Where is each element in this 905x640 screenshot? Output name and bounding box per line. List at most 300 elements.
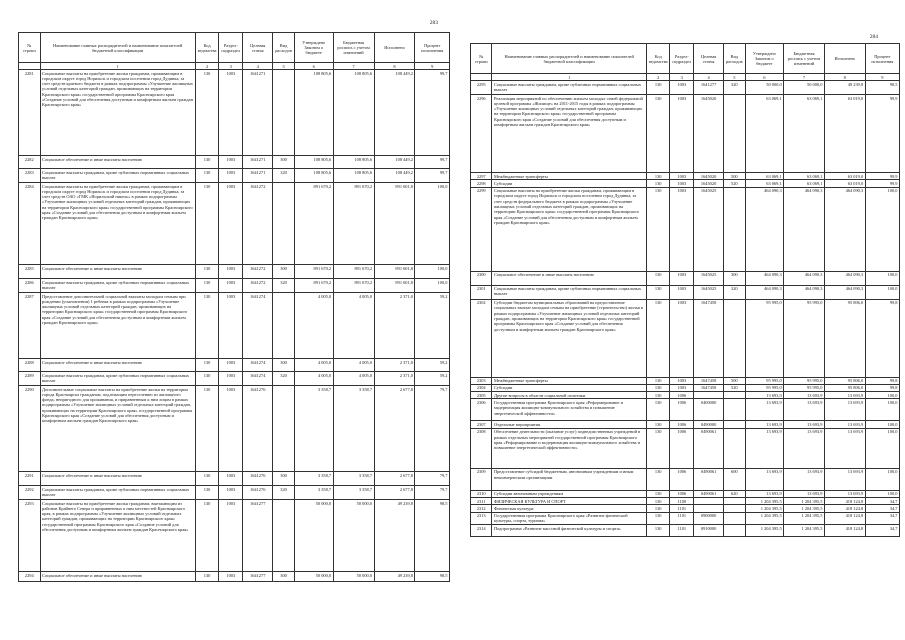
row-budget-list: 891 670,2 bbox=[333, 183, 374, 265]
row-ved: 130 bbox=[195, 183, 219, 265]
row-description: Другие вопросы в области социальной политики bbox=[492, 392, 646, 399]
row-ved: 130 bbox=[195, 359, 219, 372]
row-target-article: 1645020 bbox=[694, 180, 724, 187]
row-target-article: 1645020 bbox=[694, 95, 724, 173]
row-budget-list: 3 358,7 bbox=[333, 486, 374, 500]
row-description: Государственная программа Красноярского края «Реформирование и модернизация жилищно-коммунального хозяйства и повышение энергетической эффективности» bbox=[492, 399, 646, 421]
row-ved: 130 bbox=[646, 377, 670, 384]
row-razdel: 1003 bbox=[219, 359, 243, 372]
row-percent: 34,7 bbox=[865, 512, 899, 525]
row-percent: 100,0 bbox=[865, 421, 899, 428]
row-description: Социальное обеспечение и иные выплаты населению bbox=[40, 265, 195, 279]
row-number: 2281 bbox=[19, 70, 41, 156]
table-row bbox=[471, 525, 900, 537]
row-approved: 1 204 395,5 bbox=[745, 498, 784, 505]
row-description: Межбюджетные трансферты bbox=[492, 173, 646, 180]
row-budget-list: 891 670,2 bbox=[333, 279, 374, 293]
row-percent: 59,2 bbox=[415, 359, 450, 372]
row-percent: 98,5 bbox=[415, 572, 450, 582]
row-ved: 130 bbox=[195, 472, 219, 486]
column-number-row bbox=[19, 63, 450, 70]
row-razdel: 1003 bbox=[670, 173, 694, 180]
row-target-article: 1641271 bbox=[243, 169, 273, 183]
row-ved: 130 bbox=[195, 486, 219, 500]
row-percent: 99,8 bbox=[865, 384, 899, 391]
row-number: 2294 bbox=[19, 572, 41, 582]
row-ved: 130 bbox=[646, 285, 670, 299]
row-number: 2284 bbox=[19, 183, 41, 265]
row-expense-type: 300 bbox=[273, 156, 295, 169]
row-number: 2296 bbox=[471, 95, 492, 173]
row-executed: 13 693,9 bbox=[824, 421, 865, 428]
header-cs: Целевая статья bbox=[694, 44, 724, 74]
budget-table bbox=[470, 43, 900, 537]
row-ved: 130 bbox=[646, 271, 670, 285]
row-number: 2287 bbox=[19, 293, 41, 359]
table-row bbox=[471, 271, 900, 285]
table-row bbox=[19, 279, 450, 293]
row-description: Социальные выплаты гражданам, кроме публичных нормативных социальных выплат bbox=[492, 285, 646, 299]
row-approved: 3 358,7 bbox=[294, 386, 333, 472]
column-number-row bbox=[471, 74, 900, 81]
row-target-article: 1645025 bbox=[694, 271, 724, 285]
row-executed: 2 677,8 bbox=[374, 472, 415, 486]
row-razdel: 1003 bbox=[219, 70, 243, 156]
row-description: ФИЗИЧЕСКАЯ КУЛЬТУРА И СПОРТ bbox=[492, 498, 646, 505]
row-percent: 99,8 bbox=[865, 299, 899, 377]
row-description: Социальное обеспечение и иные выплаты населению bbox=[40, 156, 195, 169]
column-number: 6 bbox=[294, 63, 333, 70]
row-executed: 13 693,9 bbox=[824, 399, 865, 421]
table-row bbox=[19, 156, 450, 169]
row-budget-list: 1 204 395,5 bbox=[784, 512, 825, 525]
row-budget-list: 13 693,9 bbox=[784, 428, 825, 468]
header-proc: Процент исполнения bbox=[865, 44, 899, 74]
row-approved: 891 670,2 bbox=[294, 265, 333, 279]
column-number: 1 bbox=[40, 63, 195, 70]
row-ved: 130 bbox=[646, 468, 670, 490]
row-ved: 130 bbox=[195, 572, 219, 582]
row-razdel: 1006 bbox=[670, 392, 694, 399]
row-description: Подпрограмма «Развитие массовой физической культуры и спорта» bbox=[492, 525, 646, 537]
row-ved: 130 bbox=[646, 180, 670, 187]
header-razdel: Раздел-подраздел bbox=[219, 33, 243, 63]
row-target-article: 1641272 bbox=[243, 265, 273, 279]
row-executed: 2 677,8 bbox=[374, 486, 415, 500]
row-percent: 99,7 bbox=[415, 156, 450, 169]
row-ved: 130 bbox=[646, 421, 670, 428]
row-budget-list: 891 670,2 bbox=[333, 265, 374, 279]
row-expense-type: 320 bbox=[724, 81, 745, 95]
row-number: 2308 bbox=[471, 428, 492, 468]
row-approved: 95 995,0 bbox=[745, 384, 784, 391]
table-row bbox=[471, 384, 900, 391]
row-razdel: 1101 bbox=[670, 512, 694, 525]
row-description: Субсидии bbox=[492, 384, 646, 391]
table-row bbox=[19, 359, 450, 372]
row-target-article: 1641271 bbox=[243, 70, 273, 156]
row-executed: 63 019,0 bbox=[824, 173, 865, 180]
row-approved: 63 069,1 bbox=[745, 173, 784, 180]
row-executed: 13 693,9 bbox=[824, 392, 865, 399]
row-expense-type bbox=[724, 428, 745, 468]
row-number: 2307 bbox=[471, 421, 492, 428]
row-approved: 13 693,9 bbox=[745, 392, 784, 399]
row-number: 2288 bbox=[19, 359, 41, 372]
column-number: 5 bbox=[724, 74, 745, 81]
row-percent: 99,8 bbox=[865, 377, 899, 384]
row-number: 2289 bbox=[19, 372, 41, 386]
header-isp: Исполнено bbox=[824, 44, 865, 74]
page-number: 284 bbox=[869, 34, 878, 40]
row-budget-list: 50 000,0 bbox=[784, 81, 825, 95]
row-approved: 95 995,0 bbox=[745, 299, 784, 377]
row-percent: 100,0 bbox=[865, 392, 899, 399]
row-percent: 98,5 bbox=[415, 500, 450, 572]
row-expense-type bbox=[724, 299, 745, 377]
row-percent: 99,7 bbox=[415, 70, 450, 156]
row-budget-list: 108 805,6 bbox=[333, 156, 374, 169]
row-razdel: 1003 bbox=[219, 156, 243, 169]
row-approved: 4 005,0 bbox=[294, 293, 333, 359]
row-expense-type bbox=[724, 95, 745, 173]
row-ved: 130 bbox=[646, 428, 670, 468]
row-expense-type: 620 bbox=[724, 490, 745, 497]
row-ved: 130 bbox=[646, 399, 670, 421]
budget-table bbox=[18, 32, 450, 582]
column-number: 4 bbox=[243, 63, 273, 70]
row-executed: 108 449,2 bbox=[374, 156, 415, 169]
table-header bbox=[19, 33, 450, 63]
header-vr: Вид расходов bbox=[724, 44, 745, 74]
row-razdel: 1006 bbox=[670, 490, 694, 497]
row-percent: 79,7 bbox=[415, 386, 450, 472]
row-number: 2313 bbox=[471, 512, 492, 525]
row-number: 2286 bbox=[19, 279, 41, 293]
row-executed: 464 090,3 bbox=[824, 285, 865, 299]
column-number: 5 bbox=[273, 63, 295, 70]
row-target-article: 1641277 bbox=[694, 81, 724, 95]
row-executed: 891 601,8 bbox=[374, 183, 415, 265]
row-description: Социальное обеспечение и иные выплаты населению bbox=[40, 359, 195, 372]
row-expense-type bbox=[273, 386, 295, 472]
row-expense-type bbox=[724, 498, 745, 505]
row-ved: 130 bbox=[195, 265, 219, 279]
row-approved: 13 693,9 bbox=[745, 468, 784, 490]
row-executed: 891 601,8 bbox=[374, 279, 415, 293]
row-target-article: 1641272 bbox=[243, 183, 273, 265]
row-expense-type: 500 bbox=[724, 377, 745, 384]
row-budget-list: 3 358,7 bbox=[333, 386, 374, 472]
row-expense-type: 320 bbox=[724, 285, 745, 299]
table-row bbox=[471, 505, 900, 512]
row-razdel: 1003 bbox=[670, 81, 694, 95]
row-number: 2290 bbox=[19, 386, 41, 472]
row-percent: 99,7 bbox=[415, 169, 450, 183]
row-executed: 2 371,0 bbox=[374, 293, 415, 359]
table-row bbox=[471, 468, 900, 490]
row-target-article bbox=[694, 392, 724, 399]
row-ved: 130 bbox=[646, 498, 670, 505]
row-executed: 2 371,0 bbox=[374, 372, 415, 386]
row-target-article: 0490061 bbox=[694, 490, 724, 497]
row-budget-list: 3 358,7 bbox=[333, 472, 374, 486]
table-row bbox=[471, 428, 900, 468]
row-percent: 100,0 bbox=[865, 428, 899, 468]
row-razdel: 1003 bbox=[670, 384, 694, 391]
header-vr: Вид расходов bbox=[273, 33, 295, 63]
row-target-article: 1647458 bbox=[694, 299, 724, 377]
row-budget-list: 13 693,9 bbox=[784, 468, 825, 490]
row-target-article: 0490000 bbox=[694, 421, 724, 428]
row-number: 2300 bbox=[471, 271, 492, 285]
row-number: 2306 bbox=[471, 399, 492, 421]
column-number: 3 bbox=[219, 63, 243, 70]
row-approved: 108 805,6 bbox=[294, 169, 333, 183]
row-ved: 130 bbox=[646, 81, 670, 95]
row-description: Межбюджетные трансферты bbox=[492, 377, 646, 384]
row-budget-list: 13 693,9 bbox=[784, 392, 825, 399]
row-budget-list: 95 995,0 bbox=[784, 299, 825, 377]
row-approved: 3 358,7 bbox=[294, 486, 333, 500]
row-description: Социальное обеспечение и иные выплаты населению bbox=[492, 271, 646, 285]
row-percent: 59,2 bbox=[415, 293, 450, 359]
row-executed: 891 601,8 bbox=[374, 265, 415, 279]
row-executed: 418 124,8 bbox=[824, 525, 865, 537]
column-number: 7 bbox=[333, 63, 374, 70]
row-approved: 108 805,6 bbox=[294, 70, 333, 156]
row-ved: 130 bbox=[195, 70, 219, 156]
row-approved: 13 693,9 bbox=[745, 490, 784, 497]
table-row bbox=[19, 265, 450, 279]
row-approved: 50 000,0 bbox=[294, 500, 333, 572]
row-description: Отдельные мероприятия bbox=[492, 421, 646, 428]
table-row bbox=[19, 572, 450, 582]
table-row bbox=[471, 299, 900, 377]
row-razdel: 1003 bbox=[670, 299, 694, 377]
column-number: 9 bbox=[415, 63, 450, 70]
row-budget-list: 63 069,1 bbox=[784, 95, 825, 173]
row-approved: 1 204 395,5 bbox=[745, 525, 784, 537]
row-ved: 130 bbox=[195, 372, 219, 386]
row-razdel: 1003 bbox=[219, 472, 243, 486]
row-expense-type: 300 bbox=[273, 359, 295, 372]
row-approved: 50 000,0 bbox=[294, 572, 333, 582]
row-description: Субсидии бюджетам муниципальных образований на предоставление социальных выплат молодым семьям на приобретение (строительство) жилья в рамках подпрограммы «Улучшение жилищных условий отдельных категорий граждан, проживающих на территории Красноярского края» государственной программы Красноярского края «Создание условий для обеспечения доступным и комфортным жильем граждан Красноярского края» bbox=[492, 299, 646, 377]
row-approved: 4 005,0 bbox=[294, 372, 333, 386]
row-budget-list: 1 204 395,5 bbox=[784, 505, 825, 512]
row-number: 2298 bbox=[471, 180, 492, 187]
row-description: Социальные выплаты гражданам, кроме публичных нормативных социальных выплат bbox=[40, 169, 195, 183]
row-description: Социальное обеспечение и иные выплаты населению bbox=[40, 572, 195, 582]
row-percent: 99,9 bbox=[865, 95, 899, 173]
row-expense-type: 600 bbox=[724, 468, 745, 490]
column-number: 6 bbox=[745, 74, 784, 81]
row-razdel: 1101 bbox=[670, 505, 694, 512]
row-number: 2311 bbox=[471, 498, 492, 505]
row-number: 2302 bbox=[471, 299, 492, 377]
row-executed: 418 124,8 bbox=[824, 498, 865, 505]
column-number-blank bbox=[19, 63, 41, 70]
row-percent: 98,5 bbox=[865, 81, 899, 95]
table-row bbox=[19, 472, 450, 486]
row-number: 2301 bbox=[471, 285, 492, 299]
header-isp: Исполнено bbox=[374, 33, 415, 63]
row-expense-type bbox=[273, 500, 295, 572]
row-expense-type: 320 bbox=[273, 486, 295, 500]
row-target-article: 1641274 bbox=[243, 293, 273, 359]
row-expense-type: 320 bbox=[273, 169, 295, 183]
row-executed: 464 090,3 bbox=[824, 187, 865, 271]
row-percent: 100,0 bbox=[865, 399, 899, 421]
row-expense-type bbox=[273, 70, 295, 156]
row-expense-type: 500 bbox=[724, 173, 745, 180]
row-executed: 13 693,9 bbox=[824, 490, 865, 497]
row-expense-type: 300 bbox=[724, 271, 745, 285]
row-razdel: 1003 bbox=[219, 372, 243, 386]
row-description: Социальные выплаты на приобретение жилья гражданам, проживающим в городском округе город Норильск и городском поселении город Дудинка, за счет средств федерального бюджета в рамках подпрограммы «Улучшение жилищных условий отдельных категорий граждан, проживающих на территории Красноярского края» государственной программы Красноярского края «Создание условий для обеспечения доступным и комфортным жильем граждан Красноярского края» bbox=[492, 187, 646, 271]
row-number: 2310 bbox=[471, 490, 492, 497]
row-expense-type: 520 bbox=[724, 384, 745, 391]
row-budget-list: 13 693,9 bbox=[784, 490, 825, 497]
row-percent: 99,9 bbox=[865, 173, 899, 180]
table-row bbox=[471, 512, 900, 525]
row-budget-list: 63 069,1 bbox=[784, 180, 825, 187]
row-number: 2285 bbox=[19, 265, 41, 279]
row-number: 2314 bbox=[471, 525, 492, 537]
table-row bbox=[19, 486, 450, 500]
row-target-article: 1641277 bbox=[243, 500, 273, 572]
row-budget-list: 50 000,0 bbox=[333, 572, 374, 582]
row-percent: 100,0 bbox=[865, 490, 899, 497]
row-budget-list: 464 090,3 bbox=[784, 187, 825, 271]
row-target-article bbox=[694, 505, 724, 512]
table-row bbox=[471, 81, 900, 95]
row-description: Социальные выплаты на приобретение жилья гражданам, проживающим в городском округе город Норильск и городском поселении город Дудинка, за счет средств ОАО «ГМК «Норильский никель» в рамках подпрограммы «Улучшение жилищных условий отдельных категорий граждан, проживающих на территории Красноярского края» государственной программы Красноярского края «Создание условий для обеспечения доступным и комфортным жильем граждан Красноярского края» bbox=[40, 183, 195, 265]
row-executed: 108 449,2 bbox=[374, 70, 415, 156]
row-budget-list: 13 693,9 bbox=[784, 399, 825, 421]
row-budget-list: 1 204 395,5 bbox=[784, 498, 825, 505]
row-description: Социальные выплаты гражданам, кроме публичных нормативных социальных выплат bbox=[40, 372, 195, 386]
column-number-blank bbox=[471, 74, 492, 81]
row-ved: 130 bbox=[646, 95, 670, 173]
row-approved: 13 693,9 bbox=[745, 421, 784, 428]
row-percent: 59,2 bbox=[415, 372, 450, 386]
column-number: 1 bbox=[492, 74, 646, 81]
row-razdel: 1003 bbox=[219, 500, 243, 572]
table-row bbox=[471, 95, 900, 173]
table-row bbox=[471, 498, 900, 505]
row-razdel: 1006 bbox=[670, 428, 694, 468]
table-row bbox=[19, 169, 450, 183]
row-approved: 63 069,1 bbox=[745, 95, 784, 173]
row-description: Предоставление субсидий бюджетным, автономным учреждениям и иным некоммерческим организациям bbox=[492, 468, 646, 490]
column-number: 9 bbox=[865, 74, 899, 81]
header-razdel: Раздел-подраздел bbox=[670, 44, 694, 74]
row-ved: 130 bbox=[195, 169, 219, 183]
row-approved: 63 069,1 bbox=[745, 180, 784, 187]
row-executed: 49 239,8 bbox=[374, 500, 415, 572]
table-row bbox=[19, 386, 450, 472]
row-executed: 418 124,8 bbox=[824, 505, 865, 512]
row-executed: 95 806,0 bbox=[824, 384, 865, 391]
row-ved: 130 bbox=[195, 500, 219, 572]
row-number: 2291 bbox=[19, 472, 41, 486]
row-ved: 130 bbox=[195, 279, 219, 293]
row-expense-type bbox=[724, 505, 745, 512]
row-description: Предоставление дополнительной социальной выплаты молодым семьям при рождении (усыновлении) 1 ребенка в рамках подпрограммы «Улучшение жилищных условий отдельных категорий граждан, проживающих на территории Красноярского края» государственной программы Красноярского края «Создание условий для обеспечения доступным и комфортным жильем граждан Красноярского края» bbox=[40, 293, 195, 359]
row-budget-list: 63 069,1 bbox=[784, 173, 825, 180]
row-expense-type bbox=[724, 399, 745, 421]
row-percent: 100,0 bbox=[865, 285, 899, 299]
row-executed: 63 019,0 bbox=[824, 95, 865, 173]
row-budget-list: 4 005,0 bbox=[333, 359, 374, 372]
table-row bbox=[19, 70, 450, 156]
row-target-article: 1645020 bbox=[694, 173, 724, 180]
row-target-article: 1645025 bbox=[694, 285, 724, 299]
row-approved: 108 805,6 bbox=[294, 156, 333, 169]
row-budget-list: 1 204 395,5 bbox=[784, 525, 825, 537]
column-number: 7 bbox=[784, 74, 825, 81]
table-row bbox=[471, 285, 900, 299]
row-description: Субсидии bbox=[492, 180, 646, 187]
header-rownum: № строки bbox=[19, 33, 41, 63]
row-razdel: 1003 bbox=[219, 293, 243, 359]
row-number: 2295 bbox=[471, 81, 492, 95]
row-target-article: 1641274 bbox=[243, 372, 273, 386]
row-budget-list: 4 005,0 bbox=[333, 372, 374, 386]
row-razdel: 1003 bbox=[670, 95, 694, 173]
row-budget-list: 464 090,3 bbox=[784, 271, 825, 285]
row-target-article bbox=[694, 498, 724, 505]
row-percent: 34,7 bbox=[865, 505, 899, 512]
table-row bbox=[471, 421, 900, 428]
row-target-article: 1641274 bbox=[243, 359, 273, 372]
row-description: Обеспечение деятельности (оказание услуг) подведомственных учреждений в рамках отдельных мероприятий государственной программы Красноярского края «Реформирование и модернизация жилищно-коммунального хозяйства и повышение энергетической эффективности» bbox=[492, 428, 646, 468]
row-percent: 100,0 bbox=[865, 468, 899, 490]
row-razdel: 1003 bbox=[670, 285, 694, 299]
row-razdel: 1003 bbox=[670, 180, 694, 187]
row-percent: 100,0 bbox=[415, 265, 450, 279]
row-percent: 100,0 bbox=[865, 271, 899, 285]
column-number: 3 bbox=[670, 74, 694, 81]
row-number: 2309 bbox=[471, 468, 492, 490]
row-description: Социальное обеспечение и иные выплаты населению bbox=[40, 472, 195, 486]
row-target-article: 1641272 bbox=[243, 279, 273, 293]
row-target-article: 0910000 bbox=[694, 525, 724, 537]
row-razdel: 1006 bbox=[670, 399, 694, 421]
row-approved: 13 693,9 bbox=[745, 399, 784, 421]
row-description: Социальные выплаты на приобретение жилья гражданам, выезжающим из районов Крайнего Севера и приравненных к ним местностей Красноярского края, в рамках подпрограммы «Улучшение жилищных условий отдельных категорий граждан, проживающих на территории Красноярского края» государственной программы Красноярского края «Создание условий для обеспечения доступным и комфортным жильем граждан Красноярского края» bbox=[40, 500, 195, 572]
row-percent: 100,0 bbox=[415, 279, 450, 293]
row-expense-type bbox=[724, 525, 745, 537]
row-executed: 464 090,3 bbox=[824, 271, 865, 285]
row-approved: 464 090,3 bbox=[745, 187, 784, 271]
row-razdel: 1100 bbox=[670, 498, 694, 505]
column-number: 8 bbox=[824, 74, 865, 81]
table-row bbox=[19, 500, 450, 572]
row-target-article: 1647458 bbox=[694, 384, 724, 391]
row-executed: 95 806,0 bbox=[824, 377, 865, 384]
table-row bbox=[19, 183, 450, 265]
row-razdel: 1006 bbox=[670, 421, 694, 428]
row-description: Социальные выплаты гражданам, кроме публичных нормативных социальных выплат bbox=[492, 81, 646, 95]
row-expense-type bbox=[724, 512, 745, 525]
row-executed: 13 693,9 bbox=[824, 468, 865, 490]
row-ved: 130 bbox=[195, 156, 219, 169]
table-row bbox=[471, 180, 900, 187]
table-row bbox=[471, 187, 900, 271]
